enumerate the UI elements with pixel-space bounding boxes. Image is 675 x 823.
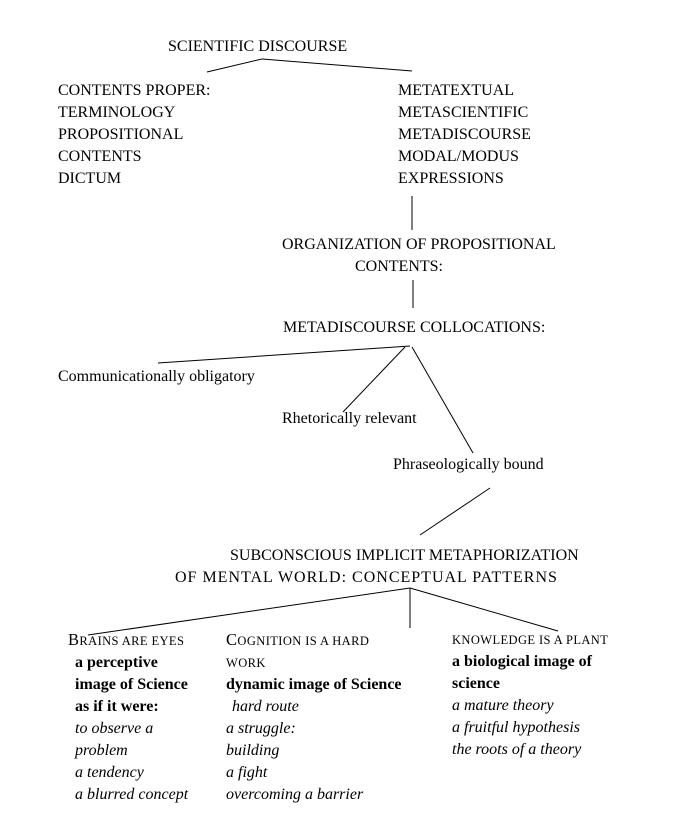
fan-line-left: [88, 588, 410, 635]
pattern-column-knowledge: [452, 629, 608, 761]
branch-line-communicationally: [158, 346, 410, 363]
pattern-italic-line: to observe a: [75, 720, 154, 737]
pattern-italic-line: building: [226, 742, 280, 759]
metatextual-list: [398, 80, 531, 190]
list-line: CONTENTS PROPER:: [58, 82, 211, 99]
pattern-italic-line: a tendency: [75, 764, 144, 781]
pattern-column-brains: [68, 629, 188, 806]
pattern-italic-line: problem: [75, 742, 128, 759]
list-line: EXPRESSIONS: [398, 170, 504, 187]
list-line: MODAL/MODUS: [398, 148, 519, 165]
pattern-italic-line: a fight: [226, 764, 268, 781]
collocations-heading: METADISCOURSE COLLOCATIONS:: [283, 319, 546, 336]
pattern-bold-line: as if it were:: [75, 698, 159, 715]
pattern-bold-line: image of Science: [75, 676, 188, 693]
pattern-italic-line: the roots of a theory: [452, 741, 582, 758]
pattern-header: KNOWLEDGE IS A PLANT: [452, 633, 609, 647]
branch-line-title-left: [207, 59, 262, 72]
line-bound-to-metaphorization: [420, 488, 490, 535]
pattern-italic-line: a struggle:: [226, 720, 296, 737]
pattern-header: BRAINS ARE EYES: [68, 630, 185, 649]
list-line: METASCIENTIFIC: [398, 104, 529, 121]
collocation-type-phraseologically: Phraseologically bound: [393, 456, 544, 473]
pattern-bold-line: science: [452, 675, 500, 692]
branch-line-title-right: [262, 59, 412, 71]
pattern-italic-line: overcoming a barrier: [226, 786, 364, 803]
collocation-type-rhetorically: Rhetorically relevant: [282, 410, 417, 427]
list-line: PROPOSITIONAL: [58, 126, 184, 143]
pattern-bold-line: a biological image of: [452, 653, 592, 670]
contents-proper-list: [58, 80, 210, 190]
pattern-header: WORK: [226, 656, 266, 670]
pattern-italic-line: a mature theory: [452, 697, 554, 714]
organization-heading-line2: CONTENTS:: [355, 258, 443, 275]
pattern-bold-line: a perceptive: [75, 654, 158, 671]
list-line: CONTENTS: [58, 148, 142, 165]
fan-line-right: [410, 588, 558, 631]
diagram-title: SCIENTIFIC DISCOURSE: [168, 38, 348, 55]
branch-line-rhetorically: [343, 347, 405, 412]
collocation-type-communicationally: Communicationally obligatory: [58, 368, 255, 385]
branch-line-phraseologically: [412, 347, 473, 453]
pattern-italic-line: a blurred concept: [75, 786, 189, 803]
pattern-column-cognition: [226, 629, 402, 806]
pattern-italic-line: hard route: [232, 698, 299, 715]
list-line: METATEXTUAL: [398, 82, 515, 99]
metaphorization-heading-line2: OF MENTAL WORLD: CONCEPTUAL PATTERNS: [175, 569, 558, 586]
metaphorization-heading-line1: SUBCONSCIOUS IMPLICIT METAPHORIZATION: [230, 547, 579, 564]
list-line: METADISCOURSE: [398, 126, 531, 143]
pattern-header: COGNITION IS A HARD: [226, 630, 370, 649]
pattern-italic-line: a fruitful hypothesis: [452, 719, 580, 736]
list-line: TERMINOLOGY: [58, 104, 176, 121]
list-line: DICTUM: [58, 170, 122, 187]
pattern-bold-line: dynamic image of Science: [226, 676, 402, 693]
organization-heading-line1: ORGANIZATION OF PROPOSITIONAL: [282, 236, 556, 253]
